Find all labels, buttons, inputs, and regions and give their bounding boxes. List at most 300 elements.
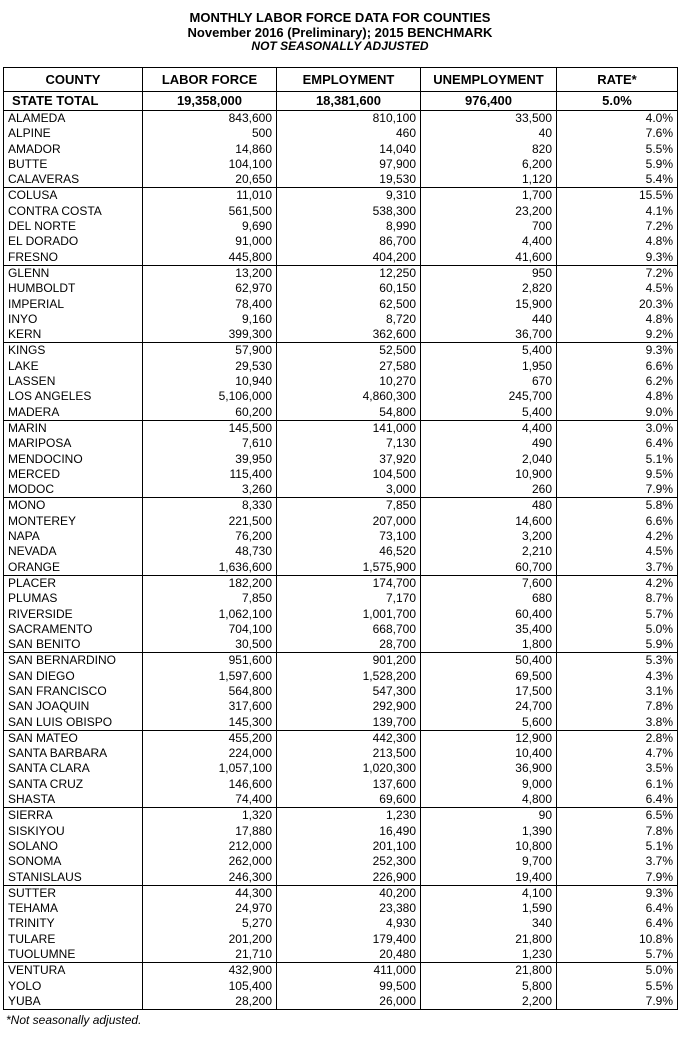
labor-force-value: 57,900: [143, 343, 277, 359]
labor-force-value: 500: [143, 126, 277, 141]
county-name: SAN BENITO: [4, 637, 143, 653]
employment-value: 139,700: [277, 715, 421, 731]
county-name: MENDOCINO: [4, 452, 143, 467]
county-name: SHASTA: [4, 792, 143, 808]
county-name: SAN LUIS OBISPO: [4, 715, 143, 731]
rate-value: 6.1%: [557, 777, 678, 792]
employment-value: 174,700: [277, 575, 421, 591]
employment-value: 26,000: [277, 994, 421, 1010]
employment-value: 207,000: [277, 514, 421, 529]
rate-value: 5.8%: [557, 498, 678, 514]
unemployment-value: 4,800: [421, 792, 557, 808]
county-name: DEL NORTE: [4, 219, 143, 234]
rate-value: 3.7%: [557, 854, 678, 869]
labor-force-value: 182,200: [143, 575, 277, 591]
table-row: [4, 544, 678, 559]
table-row: [4, 947, 678, 963]
rate-value: 7.9%: [557, 870, 678, 886]
employment-value: 538,300: [277, 204, 421, 219]
unemployment-value: 36,700: [421, 327, 557, 343]
county-name: TUOLUMNE: [4, 947, 143, 963]
labor-force-value: 843,600: [143, 111, 277, 127]
county-name: STANISLAUS: [4, 870, 143, 886]
table-row: [4, 142, 678, 157]
unemployment-value: 35,400: [421, 622, 557, 637]
county-name: ORANGE: [4, 560, 143, 576]
unemployment-value: 680: [421, 591, 557, 606]
rate-value: 4.0%: [557, 111, 678, 127]
labor-force-value: 20,650: [143, 172, 277, 188]
county-name: FRESNO: [4, 250, 143, 266]
rate-value: 7.6%: [557, 126, 678, 141]
rate-value: 5.5%: [557, 979, 678, 994]
employment-value: 810,100: [277, 111, 421, 127]
labor-force-value: 62,970: [143, 281, 277, 296]
state-total-label: STATE TOTAL: [4, 92, 143, 111]
labor-force-value: 5,106,000: [143, 389, 277, 404]
labor-force-value: 704,100: [143, 622, 277, 637]
page-subtitle-adjustment: NOT SEASONALLY ADJUSTED: [251, 39, 429, 53]
unemployment-value: 5,400: [421, 343, 557, 359]
labor-force-value: 145,300: [143, 715, 277, 731]
labor-force-value: 60,200: [143, 405, 277, 421]
unemployment-value: 21,800: [421, 932, 557, 947]
employment-value: 404,200: [277, 250, 421, 266]
table-row: [4, 839, 678, 854]
county-name: MONTEREY: [4, 514, 143, 529]
county-name: SUTTER: [4, 885, 143, 901]
table-row: [4, 963, 678, 979]
table-row: [4, 312, 678, 327]
county-name: MADERA: [4, 405, 143, 421]
unemployment-value: 90: [421, 808, 557, 824]
table-row: [4, 607, 678, 622]
unemployment-value: 700: [421, 219, 557, 234]
labor-force-value: 24,970: [143, 901, 277, 916]
table-row: [4, 514, 678, 529]
rate-value: 5.1%: [557, 452, 678, 467]
rate-value: 6.6%: [557, 514, 678, 529]
county-name: MARIPOSA: [4, 436, 143, 451]
labor-force-value: 212,000: [143, 839, 277, 854]
labor-force-value: 561,500: [143, 204, 277, 219]
table-row: [4, 746, 678, 761]
county-name: SANTA CLARA: [4, 761, 143, 776]
labor-force-value: 8,330: [143, 498, 277, 514]
rate-value: 7.9%: [557, 994, 678, 1010]
labor-force-value: 78,400: [143, 297, 277, 312]
employment-value: 20,480: [277, 947, 421, 963]
employment-value: 62,500: [277, 297, 421, 312]
rate-value: 6.5%: [557, 808, 678, 824]
table-row: [4, 994, 678, 1010]
employment-value: 137,600: [277, 777, 421, 792]
unemployment-value: 950: [421, 265, 557, 281]
unemployment-value: 1,230: [421, 947, 557, 963]
rate-value: 9.3%: [557, 343, 678, 359]
column-header-labor-force: LABOR FORCE: [143, 68, 277, 92]
table-row: [4, 591, 678, 606]
table-row: [4, 777, 678, 792]
employment-value: 99,500: [277, 979, 421, 994]
table-row: [4, 901, 678, 916]
column-header-employment: EMPLOYMENT: [277, 68, 421, 92]
county-name: RIVERSIDE: [4, 607, 143, 622]
unemployment-value: 24,700: [421, 699, 557, 714]
unemployment-value: 5,600: [421, 715, 557, 731]
rate-value: 5.1%: [557, 839, 678, 854]
labor-force-value: 1,636,600: [143, 560, 277, 576]
rate-value: 4.8%: [557, 234, 678, 249]
table-row: [4, 808, 678, 824]
table-row: [4, 467, 678, 482]
rate-value: 4.8%: [557, 389, 678, 404]
labor-force-value: 29,530: [143, 359, 277, 374]
labor-force-value: 455,200: [143, 730, 277, 746]
employment-value: 179,400: [277, 932, 421, 947]
unemployment-value: 5,800: [421, 979, 557, 994]
rate-value: 6.4%: [557, 436, 678, 451]
county-name: COLUSA: [4, 188, 143, 204]
county-name: MODOC: [4, 482, 143, 498]
labor-force-table: [3, 67, 678, 1010]
table-row: [4, 265, 678, 281]
unemployment-value: 5,400: [421, 405, 557, 421]
employment-value: 362,600: [277, 327, 421, 343]
county-name: SANTA CRUZ: [4, 777, 143, 792]
employment-value: 252,300: [277, 854, 421, 869]
county-name: NAPA: [4, 529, 143, 544]
employment-value: 86,700: [277, 234, 421, 249]
column-header-county: COUNTY: [4, 68, 143, 92]
labor-force-value: 5,270: [143, 916, 277, 931]
rate-value: 3.5%: [557, 761, 678, 776]
unemployment-value: 1,120: [421, 172, 557, 188]
county-name: BUTTE: [4, 157, 143, 172]
table-row: [4, 482, 678, 498]
county-name: SOLANO: [4, 839, 143, 854]
table-row: [4, 669, 678, 684]
labor-force-value: 28,200: [143, 994, 277, 1010]
labor-force-value: 74,400: [143, 792, 277, 808]
labor-force-value: 105,400: [143, 979, 277, 994]
table-row: [4, 157, 678, 172]
unemployment-value: 260: [421, 482, 557, 498]
state-total-labor-force: 19,358,000: [143, 92, 277, 111]
column-header-unemployment: UNEMPLOYMENT: [421, 68, 557, 92]
unemployment-value: 9,700: [421, 854, 557, 869]
table-row: [4, 172, 678, 188]
employment-value: 23,380: [277, 901, 421, 916]
rate-value: 7.9%: [557, 482, 678, 498]
county-name: CONTRA COSTA: [4, 204, 143, 219]
unemployment-value: 14,600: [421, 514, 557, 529]
employment-value: 40,200: [277, 885, 421, 901]
county-name: SAN FRANCISCO: [4, 684, 143, 699]
labor-force-value: 1,597,600: [143, 669, 277, 684]
employment-value: 4,930: [277, 916, 421, 931]
unemployment-value: 10,900: [421, 467, 557, 482]
labor-force-value: 10,940: [143, 374, 277, 389]
table-row: [4, 575, 678, 591]
county-name: TEHAMA: [4, 901, 143, 916]
rate-value: 5.3%: [557, 653, 678, 669]
labor-force-value: 399,300: [143, 327, 277, 343]
rate-value: 9.3%: [557, 250, 678, 266]
table-row: [4, 979, 678, 994]
labor-force-value: 91,000: [143, 234, 277, 249]
labor-force-value: 432,900: [143, 963, 277, 979]
rate-value: 7.8%: [557, 824, 678, 839]
table-row: [4, 870, 678, 886]
rate-value: 7.2%: [557, 219, 678, 234]
table-row: [4, 297, 678, 312]
rate-value: 5.0%: [557, 622, 678, 637]
employment-value: 213,500: [277, 746, 421, 761]
employment-value: 60,150: [277, 281, 421, 296]
rate-value: 5.0%: [557, 963, 678, 979]
rate-value: 4.5%: [557, 281, 678, 296]
table-row: [4, 684, 678, 699]
unemployment-value: 340: [421, 916, 557, 931]
employment-value: 442,300: [277, 730, 421, 746]
county-name: SAN DIEGO: [4, 669, 143, 684]
rate-value: 7.2%: [557, 265, 678, 281]
county-name: LOS ANGELES: [4, 389, 143, 404]
unemployment-value: 4,100: [421, 885, 557, 901]
table-row: [4, 126, 678, 141]
county-name: EL DORADO: [4, 234, 143, 249]
table-row: [4, 204, 678, 219]
employment-value: 1,001,700: [277, 607, 421, 622]
county-name: MONO: [4, 498, 143, 514]
table-row: [4, 359, 678, 374]
labor-force-value: 48,730: [143, 544, 277, 559]
rate-value: 4.2%: [557, 575, 678, 591]
rate-value: 4.5%: [557, 544, 678, 559]
county-name: ALAMEDA: [4, 111, 143, 127]
labor-force-value: 76,200: [143, 529, 277, 544]
table-row: [4, 188, 678, 204]
employment-value: 14,040: [277, 142, 421, 157]
employment-value: 16,490: [277, 824, 421, 839]
rate-value: 5.7%: [557, 947, 678, 963]
unemployment-value: 69,500: [421, 669, 557, 684]
county-name: VENTURA: [4, 963, 143, 979]
table-row: [4, 761, 678, 776]
rate-value: 5.9%: [557, 157, 678, 172]
unemployment-value: 1,700: [421, 188, 557, 204]
county-name: INYO: [4, 312, 143, 327]
rate-value: 20.3%: [557, 297, 678, 312]
county-name: PLUMAS: [4, 591, 143, 606]
rate-value: 4.1%: [557, 204, 678, 219]
labor-force-value: 201,200: [143, 932, 277, 947]
rate-value: 6.6%: [557, 359, 678, 374]
employment-value: 97,900: [277, 157, 421, 172]
labor-force-value: 262,000: [143, 854, 277, 869]
labor-force-value: 1,057,100: [143, 761, 277, 776]
employment-value: 52,500: [277, 343, 421, 359]
county-name: SISKIYOU: [4, 824, 143, 839]
table-row: [4, 699, 678, 714]
labor-force-value: 1,320: [143, 808, 277, 824]
rate-value: 9.0%: [557, 405, 678, 421]
table-row: [4, 885, 678, 901]
unemployment-value: 490: [421, 436, 557, 451]
labor-force-value: 21,710: [143, 947, 277, 963]
labor-force-value: 3,260: [143, 482, 277, 498]
labor-force-value: 115,400: [143, 467, 277, 482]
table-row: [4, 715, 678, 731]
unemployment-value: 21,800: [421, 963, 557, 979]
labor-force-value: 11,010: [143, 188, 277, 204]
table-row: [4, 327, 678, 343]
unemployment-value: 10,400: [421, 746, 557, 761]
employment-value: 226,900: [277, 870, 421, 886]
unemployment-value: 3,200: [421, 529, 557, 544]
page-subtitle: November 2016 (Preliminary); 2015 BENCHMARK: [187, 25, 493, 40]
employment-value: 8,720: [277, 312, 421, 327]
county-name: LAKE: [4, 359, 143, 374]
employment-value: 547,300: [277, 684, 421, 699]
employment-value: 8,990: [277, 219, 421, 234]
unemployment-value: 9,000: [421, 777, 557, 792]
employment-value: 27,580: [277, 359, 421, 374]
unemployment-value: 33,500: [421, 111, 557, 127]
unemployment-value: 60,400: [421, 607, 557, 622]
county-name: SONOMA: [4, 854, 143, 869]
labor-force-value: 146,600: [143, 777, 277, 792]
rate-value: 2.8%: [557, 730, 678, 746]
labor-force-value: 30,500: [143, 637, 277, 653]
unemployment-value: 60,700: [421, 560, 557, 576]
column-header-rate: RATE*: [557, 68, 678, 92]
county-name: ALPINE: [4, 126, 143, 141]
unemployment-value: 19,400: [421, 870, 557, 886]
county-name: SANTA BARBARA: [4, 746, 143, 761]
employment-value: 12,250: [277, 265, 421, 281]
employment-value: 411,000: [277, 963, 421, 979]
county-name: GLENN: [4, 265, 143, 281]
employment-value: 19,530: [277, 172, 421, 188]
labor-force-value: 445,800: [143, 250, 277, 266]
county-name: YUBA: [4, 994, 143, 1010]
county-name: KERN: [4, 327, 143, 343]
unemployment-value: 12,900: [421, 730, 557, 746]
unemployment-value: 15,900: [421, 297, 557, 312]
county-name: YOLO: [4, 979, 143, 994]
table-row: [4, 932, 678, 947]
employment-value: 104,500: [277, 467, 421, 482]
unemployment-value: 40: [421, 126, 557, 141]
unemployment-value: 50,400: [421, 653, 557, 669]
unemployment-value: 1,950: [421, 359, 557, 374]
table-header-row: [4, 68, 678, 92]
rate-value: 9.2%: [557, 327, 678, 343]
county-name: MERCED: [4, 467, 143, 482]
state-total-unemployment: 976,400: [421, 92, 557, 111]
table-row: [4, 792, 678, 808]
employment-value: 10,270: [277, 374, 421, 389]
unemployment-value: 2,820: [421, 281, 557, 296]
unemployment-value: 2,040: [421, 452, 557, 467]
employment-value: 1,230: [277, 808, 421, 824]
unemployment-value: 670: [421, 374, 557, 389]
table-row: [4, 420, 678, 436]
labor-force-value: 221,500: [143, 514, 277, 529]
table-row: [4, 343, 678, 359]
labor-force-value: 104,100: [143, 157, 277, 172]
unemployment-value: 36,900: [421, 761, 557, 776]
employment-value: 7,170: [277, 591, 421, 606]
labor-force-value: 564,800: [143, 684, 277, 699]
county-name: IMPERIAL: [4, 297, 143, 312]
rate-value: 7.8%: [557, 699, 678, 714]
labor-force-value: 17,880: [143, 824, 277, 839]
unemployment-value: 23,200: [421, 204, 557, 219]
employment-value: 37,920: [277, 452, 421, 467]
rate-value: 6.4%: [557, 916, 678, 931]
county-name: CALAVERAS: [4, 172, 143, 188]
unemployment-value: 1,590: [421, 901, 557, 916]
labor-force-value: 14,860: [143, 142, 277, 157]
rate-value: 8.7%: [557, 591, 678, 606]
employment-value: 7,850: [277, 498, 421, 514]
labor-force-value: 7,850: [143, 591, 277, 606]
rate-value: 10.8%: [557, 932, 678, 947]
county-name: TRINITY: [4, 916, 143, 931]
unemployment-value: 440: [421, 312, 557, 327]
state-total-row: [4, 92, 678, 111]
county-name: SAN BERNARDINO: [4, 653, 143, 669]
rate-value: 5.5%: [557, 142, 678, 157]
employment-value: 1,020,300: [277, 761, 421, 776]
table-row: [4, 111, 678, 127]
footnote: *Not seasonally adjusted.: [6, 1013, 142, 1027]
rate-value: 5.4%: [557, 172, 678, 188]
unemployment-value: 6,200: [421, 157, 557, 172]
county-name: SAN MATEO: [4, 730, 143, 746]
labor-force-value: 44,300: [143, 885, 277, 901]
labor-force-value: 145,500: [143, 420, 277, 436]
county-name: NEVADA: [4, 544, 143, 559]
county-name: AMADOR: [4, 142, 143, 157]
labor-force-value: 317,600: [143, 699, 277, 714]
employment-value: 1,575,900: [277, 560, 421, 576]
rate-value: 15.5%: [557, 188, 678, 204]
county-name: TULARE: [4, 932, 143, 947]
employment-value: 901,200: [277, 653, 421, 669]
rate-value: 3.1%: [557, 684, 678, 699]
state-total-employment: 18,381,600: [277, 92, 421, 111]
unemployment-value: 4,400: [421, 420, 557, 436]
rate-value: 3.7%: [557, 560, 678, 576]
employment-value: 3,000: [277, 482, 421, 498]
table-row: [4, 653, 678, 669]
employment-value: 201,100: [277, 839, 421, 854]
rate-value: 5.7%: [557, 607, 678, 622]
rate-value: 6.4%: [557, 792, 678, 808]
labor-force-value: 7,610: [143, 436, 277, 451]
rate-value: 6.4%: [557, 901, 678, 916]
table-row: [4, 560, 678, 576]
employment-value: 54,800: [277, 405, 421, 421]
rate-value: 4.2%: [557, 529, 678, 544]
table-row: [4, 637, 678, 653]
rate-value: 4.7%: [557, 746, 678, 761]
unemployment-value: 2,210: [421, 544, 557, 559]
